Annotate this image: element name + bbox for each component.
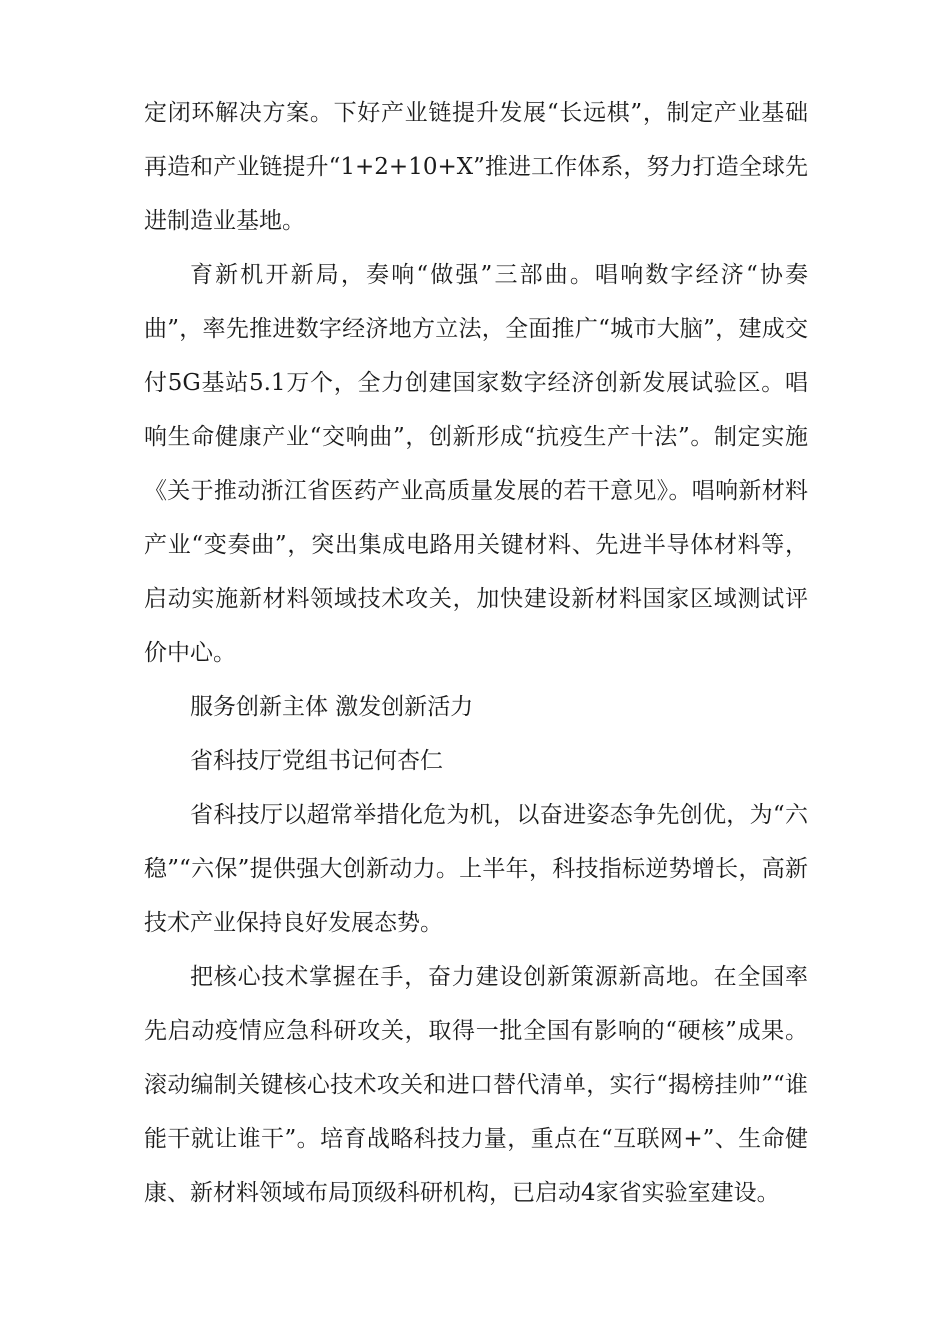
paragraph-new-opportunity: 育新机开新局，奏响“做强”三部曲。唱响数字经济“协奏曲”，率先推进数字经济地方立法，全面推广“城市大脑”，建成交付5G基站5.1万个，全力创建国家数字经济创新发展试验区。唱响生命健康产业“交响曲”，创新形成“抗疫生产十法”。制定实施《关于推动浙江省医药产业高质量发展的若干意见》。唱响新材料产业“变奏曲”，突出集成电路用关键材料、先进半导体材料等，启动实施新材料领域技术攻关，加快建设新材料国家区域测试评价中心。 [144, 262, 808, 666]
paragraph-core-tech: 把核心技术掌握在手，奋力建设创新策源新高地。在全国率先启动疫情应急科研攻关，取得一批全国有影响的“硬核”成果。滚动编制关键核心技术攻关和进口替代清单，实行“揭榜挂帅”“谁能干就让谁干”。培育战略科技力量，重点在“互联网+”、生命健康、新材料领域布局顶级科研机构，已启动4家省实验室建设。 [144, 964, 808, 1206]
author-line: 省科技厅党组书记何杏仁 [190, 748, 443, 774]
paragraph-intro: 省科技厅以超常举措化危为机，以奋进姿态争先创优，为“六稳”“六保”提供强大创新动力。上半年，科技指标逆势增长，高新技术产业保持良好发展态势。 [144, 802, 808, 936]
section-heading: 服务创新主体 激发创新活力 [190, 694, 474, 720]
paragraph-continued: 定闭环解决方案。下好产业链提升发展“长远棋”，制定产业基础再造和产业链提升“1+2+10+X”推进工作体系，努力打造全球先进制造业基地。 [144, 100, 808, 234]
document-body [144, 86, 808, 1220]
